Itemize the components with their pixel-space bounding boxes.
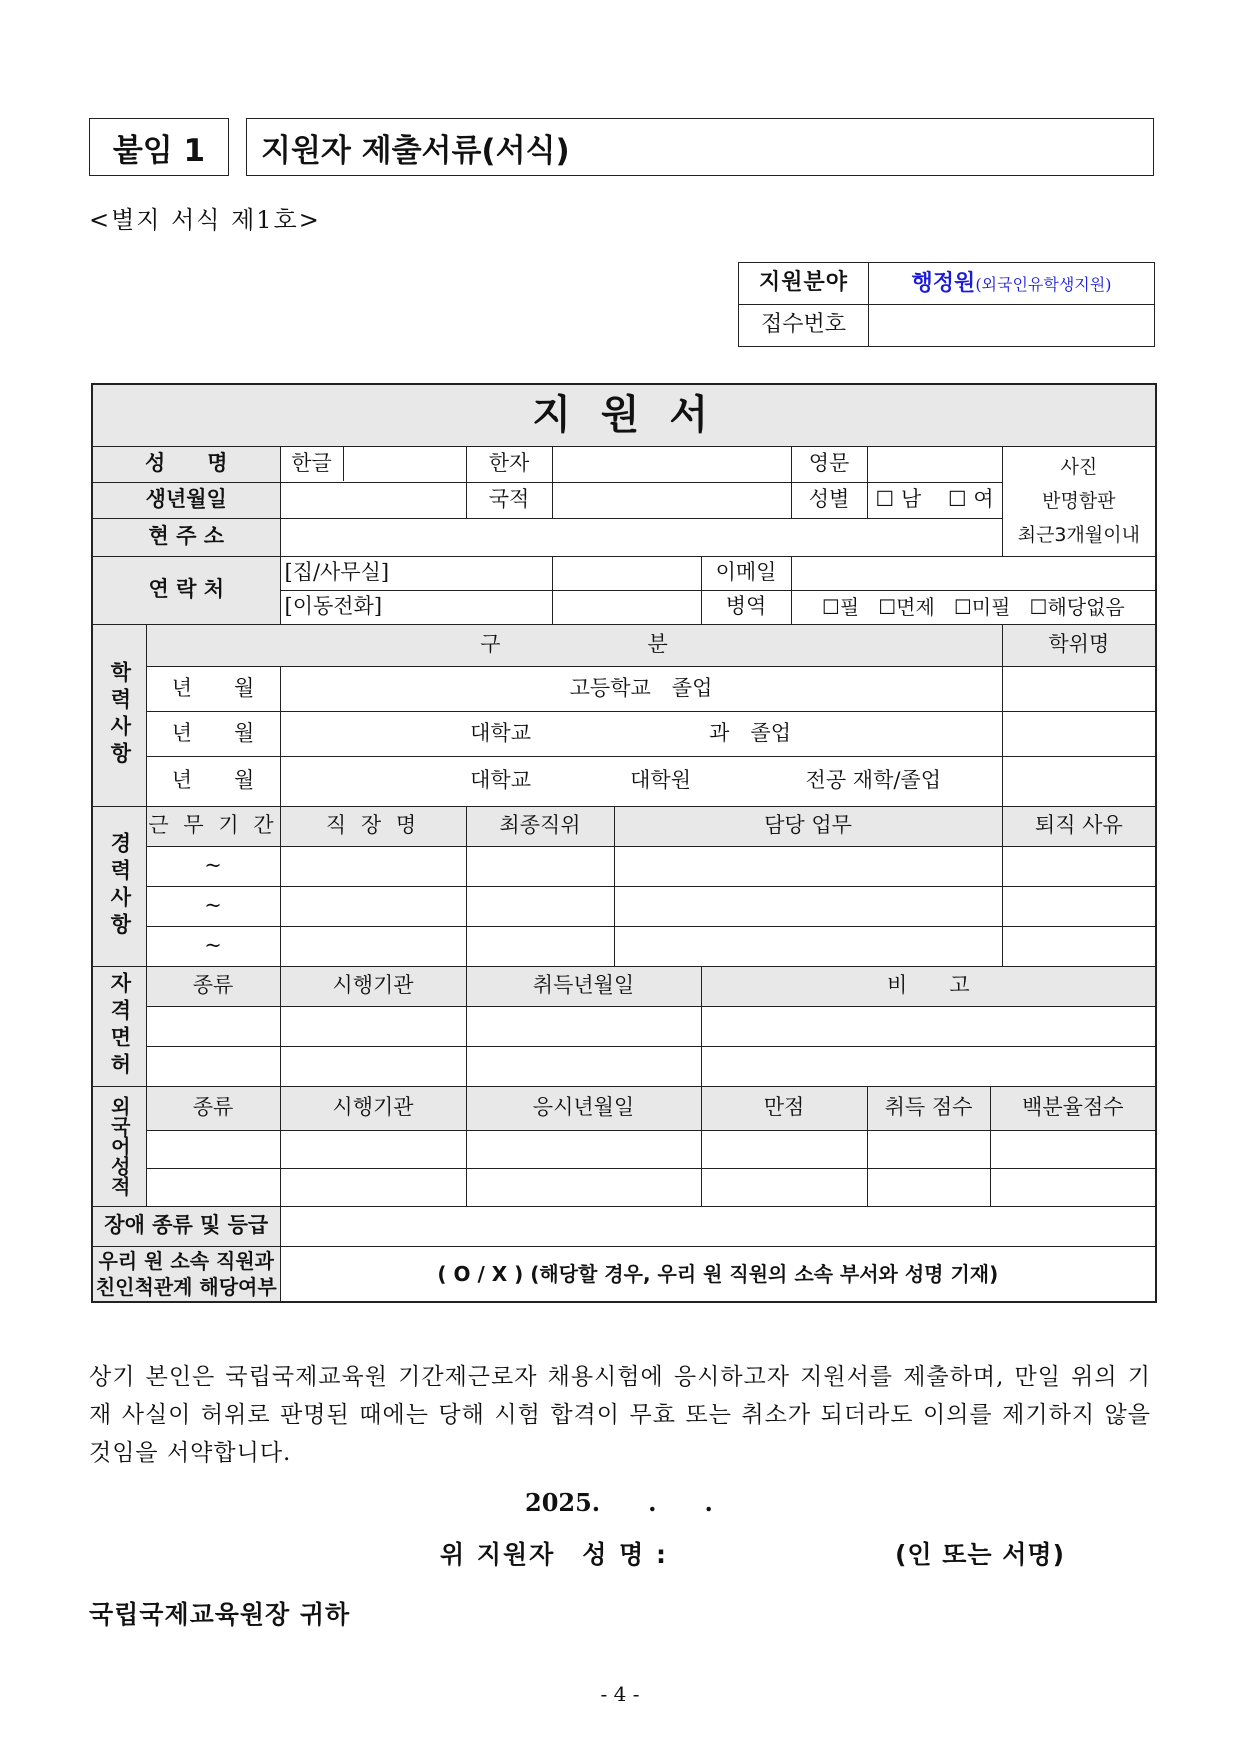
career-period-1[interactable]: ~	[146, 846, 280, 886]
relation-label-line-2: 친인척관계 해당여부	[95, 1274, 277, 1299]
education-university-label: 대학교	[470, 720, 531, 745]
email-label: 이메일	[701, 556, 791, 590]
english-label: 영문	[791, 446, 867, 482]
language-max-1[interactable]	[701, 1130, 867, 1168]
license-date-2[interactable]	[466, 1046, 701, 1086]
career-header-period: 근 무 기 간	[146, 806, 280, 846]
career-position-3[interactable]	[466, 926, 614, 966]
career-period-2[interactable]: ~	[146, 886, 280, 926]
contact-label: 연 락 처	[92, 556, 280, 624]
language-score-2[interactable]	[867, 1168, 990, 1206]
photo-line-1: 사진	[1060, 456, 1098, 478]
career-reason-1[interactable]	[1002, 846, 1156, 886]
email-input[interactable]	[791, 556, 1156, 590]
relation-label-line-1: 우리 원 소속 직원과	[98, 1248, 274, 1273]
receipt-value-field[interactable]	[869, 305, 1155, 347]
hangul-cell	[280, 446, 466, 482]
field-value-sub: (외국인유학생지원)	[975, 275, 1112, 295]
sex-female-checkbox[interactable]: ☐ 여	[947, 487, 994, 512]
receipt-label: 접수번호	[739, 305, 869, 347]
field-value-main: 행정원	[911, 270, 976, 297]
career-position-2[interactable]	[466, 886, 614, 926]
education-row-highschool[interactable]: 고등학교 졸업	[280, 666, 1002, 711]
nationality-label: 국적	[466, 482, 552, 518]
language-header-date: 응시년월일	[466, 1086, 701, 1130]
applicant-line: 위 지원자 성 명 :	[440, 1540, 669, 1569]
pledge-text: 상기 본인은 국립국제교육원 기간제근로자 채용시험에 응시하고자 지원서를 제출하며, 만일 위의 기재 사실이 허위로 판명된 때에는 당해 시험 합격이 무효 또는 취소가 되더라도 이의를 제기하지 않을 것임을 서약합니다.	[89, 1364, 1151, 1466]
language-percent-2[interactable]	[990, 1168, 1156, 1206]
birth-label: 생년월일	[92, 482, 280, 518]
birth-input[interactable]	[280, 482, 466, 518]
page-number: - 4 -	[600, 1682, 640, 1706]
military-label: 병역	[701, 590, 791, 624]
application-form	[91, 383, 1157, 1303]
career-header-reason: 퇴직 사유	[1002, 806, 1156, 846]
education-university-label-2: 대학교	[470, 768, 531, 793]
photo-line-2: 반명함판	[1042, 490, 1116, 512]
language-date-2[interactable]	[466, 1168, 701, 1206]
license-section-label: 자격면허	[92, 966, 146, 1086]
language-header-percent: 백분율점수	[990, 1086, 1156, 1130]
language-percent-1[interactable]	[990, 1130, 1156, 1168]
attachment-title: 지원자 제출서류(서식)	[261, 132, 570, 169]
photo-line-3: 최근3개월이내	[1017, 524, 1140, 546]
field-label: 지원분야	[739, 263, 869, 305]
relation-label	[92, 1246, 280, 1302]
career-section-label: 경력사항	[92, 806, 146, 966]
military-option-not-done[interactable]: ☐미필	[953, 595, 1011, 619]
education-degree-3[interactable]	[1002, 756, 1156, 806]
education-date-3[interactable]: 년 월	[146, 756, 280, 806]
career-duty-1[interactable]	[614, 846, 1002, 886]
language-issuer-1[interactable]	[280, 1130, 466, 1168]
name-label: 성 명	[92, 446, 280, 482]
education-header-category: 구 분	[146, 624, 1002, 666]
license-type-2[interactable]	[146, 1046, 280, 1086]
nationality-input[interactable]	[552, 482, 791, 518]
signature-field[interactable]: (인 또는 서명)	[895, 1540, 1066, 1569]
disability-label: 장애 종류 및 등급	[92, 1206, 280, 1246]
sex-male-checkbox[interactable]: ☐ 남	[875, 487, 922, 512]
license-issuer-2[interactable]	[280, 1046, 466, 1086]
photo-box[interactable]	[1002, 446, 1156, 556]
education-major-label: 전공 재학/졸업	[805, 768, 941, 793]
english-name-input[interactable]	[867, 446, 1002, 482]
education-row-graduate[interactable]	[280, 756, 1002, 806]
pledge-date: 2025. . .	[525, 1488, 713, 1517]
license-type-1[interactable]	[146, 1006, 280, 1046]
field-box	[738, 262, 1155, 347]
sex-options	[867, 482, 1002, 518]
career-company-3[interactable]	[280, 926, 466, 966]
hanja-name-input[interactable]	[552, 446, 791, 482]
language-header-max: 만점	[701, 1086, 867, 1130]
career-reason-3[interactable]	[1002, 926, 1156, 966]
military-option-exempt[interactable]: ☐면제	[878, 595, 935, 619]
sex-label: 성별	[791, 482, 867, 518]
disability-input[interactable]	[280, 1206, 1156, 1246]
language-date-1[interactable]	[466, 1130, 701, 1168]
career-header-position: 최종직위	[466, 806, 614, 846]
language-issuer-2[interactable]	[280, 1168, 466, 1206]
education-row-university[interactable]	[280, 711, 1002, 756]
language-max-2[interactable]	[701, 1168, 867, 1206]
attachment-label: 붙임 1	[112, 132, 206, 169]
military-option-na[interactable]: ☐해당없음	[1029, 595, 1125, 619]
license-header-note: 비 고	[701, 966, 1156, 1006]
education-degree-2[interactable]	[1002, 711, 1156, 756]
hangul-name-input[interactable]	[344, 447, 466, 481]
education-degree-1[interactable]	[1002, 666, 1156, 711]
career-position-1[interactable]	[466, 846, 614, 886]
field-value	[869, 263, 1155, 305]
language-header-issuer: 시행기관	[280, 1086, 466, 1130]
attachment-title-box	[246, 118, 1154, 176]
career-duty-3[interactable]	[614, 926, 1002, 966]
education-header-degree: 학위명	[1002, 624, 1156, 666]
language-header-score: 취득 점수	[867, 1086, 990, 1130]
applicant-name-input[interactable]	[690, 1533, 880, 1569]
education-dept-label: 과 졸업	[709, 720, 791, 745]
military-options	[791, 590, 1156, 624]
home-phone-input[interactable]	[552, 556, 701, 590]
language-section-label: 외국어성적	[92, 1086, 146, 1206]
home-phone-field[interactable]: [집/사무실]	[280, 556, 552, 590]
license-header-type: 종류	[146, 966, 280, 1006]
career-reason-2[interactable]	[1002, 886, 1156, 926]
language-type-2[interactable]	[146, 1168, 280, 1206]
license-note-1[interactable]	[701, 1006, 1156, 1046]
career-header-company: 직 장 명	[280, 806, 466, 846]
language-type-1[interactable]	[146, 1130, 280, 1168]
address-label: 현 주 소	[92, 518, 280, 556]
attachment-label-box	[89, 118, 229, 176]
addressee: 국립국제교육원장 귀하	[89, 1600, 351, 1629]
license-header-date: 취득년월일	[466, 966, 701, 1006]
license-note-2[interactable]	[701, 1046, 1156, 1086]
license-date-1[interactable]	[466, 1006, 701, 1046]
license-header-issuer: 시행기관	[280, 966, 466, 1006]
address-input[interactable]	[280, 518, 1002, 556]
hanja-label: 한자	[466, 446, 552, 482]
mobile-field[interactable]: [이동전화]	[280, 590, 552, 624]
military-option-done[interactable]: ☐필	[821, 595, 860, 619]
education-graduate-label: 대학원	[630, 768, 691, 793]
career-period-3[interactable]: ~	[146, 926, 280, 966]
career-company-1[interactable]	[280, 846, 466, 886]
career-header-duty: 담당 업무	[614, 806, 1002, 846]
education-section-label: 학력사항	[92, 624, 146, 806]
career-duty-2[interactable]	[614, 886, 1002, 926]
education-date-2[interactable]: 년 월	[146, 711, 280, 756]
relation-input[interactable]: ( O / X ) (해당할 경우, 우리 원 직원의 소속 부서와 성명 기재)	[280, 1246, 1156, 1302]
form-number: <별지 서식 제1호>	[89, 206, 321, 234]
education-date-1[interactable]: 년 월	[146, 666, 280, 711]
form-title: 지 원 서	[92, 384, 1156, 446]
mobile-input[interactable]	[552, 590, 701, 624]
career-company-2[interactable]	[280, 886, 466, 926]
language-score-1[interactable]	[867, 1130, 990, 1168]
license-issuer-1[interactable]	[280, 1006, 466, 1046]
language-header-type: 종류	[146, 1086, 280, 1130]
hangul-label: 한글	[281, 447, 344, 481]
